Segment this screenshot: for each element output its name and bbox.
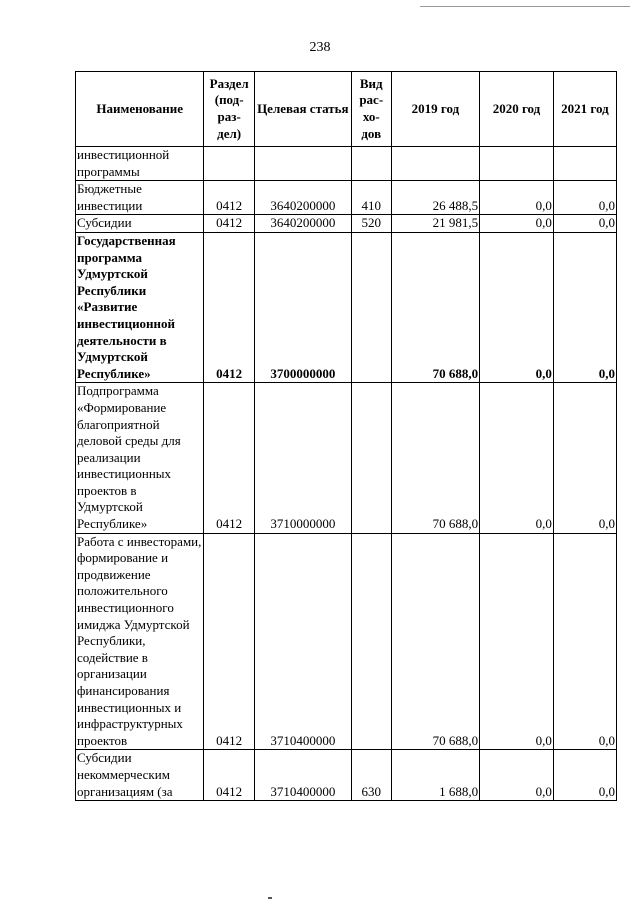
- row-2019: 1 688,0: [391, 750, 479, 801]
- scan-speck: [268, 897, 272, 899]
- table-row: [76, 533, 617, 750]
- row-type: [351, 533, 391, 750]
- row-2021: 0,0: [553, 181, 616, 215]
- row-section: 0412: [204, 232, 255, 382]
- table-body: [76, 147, 617, 801]
- row-2019: [391, 147, 479, 181]
- header-2021: 2021 год: [553, 72, 616, 147]
- header-section: Раздел (под- раз- дел): [204, 72, 255, 147]
- row-2019: 70 688,0: [391, 383, 479, 533]
- row-target: 3700000000: [254, 232, 351, 382]
- row-name: Бюджетные инвестиции: [76, 181, 204, 215]
- row-section: 0412: [204, 750, 255, 801]
- row-2019: 70 688,0: [391, 533, 479, 750]
- header-name: Наименование: [76, 72, 204, 147]
- row-type: [351, 383, 391, 533]
- row-target: 3640200000: [254, 215, 351, 233]
- header-target: Целевая статья: [254, 72, 351, 147]
- row-section: 0412: [204, 215, 255, 233]
- row-2020: 0,0: [480, 215, 554, 233]
- row-2019: 21 981,5: [391, 215, 479, 233]
- row-target: 3640200000: [254, 181, 351, 215]
- header-row: [76, 72, 617, 147]
- table-row: [76, 215, 617, 233]
- header-2020: 2020 год: [480, 72, 554, 147]
- row-2021: 0,0: [553, 750, 616, 801]
- row-2019: 70 688,0: [391, 232, 479, 382]
- row-2021: 0,0: [553, 215, 616, 233]
- table-row: [76, 181, 617, 215]
- row-section: 0412: [204, 533, 255, 750]
- row-2021: [553, 147, 616, 181]
- row-2020: [480, 147, 554, 181]
- row-name: Работа с инвесторами, формирование и продвижение положительного инвестиционного имиджа Удмуртской Республики, содействие в организации финансирования инвестиционных и инфраструктурных проектов: [76, 533, 204, 750]
- table-row: [76, 750, 617, 801]
- row-type: 630: [351, 750, 391, 801]
- table-row: [76, 383, 617, 533]
- row-2020: 0,0: [480, 750, 554, 801]
- row-name: Субсидии некоммерческим организациям (за: [76, 750, 204, 801]
- row-type: [351, 147, 391, 181]
- row-2021: 0,0: [553, 232, 616, 382]
- budget-table: [75, 71, 617, 801]
- row-name: Государственная программа Удмуртской Республики «Развитие инвестиционной деятельности в Удмуртской Республике»: [76, 232, 204, 382]
- table-row-program: [76, 232, 617, 382]
- row-2020: 0,0: [480, 181, 554, 215]
- row-target: 3710400000: [254, 750, 351, 801]
- row-2021: 0,0: [553, 533, 616, 750]
- row-type: 520: [351, 215, 391, 233]
- row-section: [204, 147, 255, 181]
- row-2019: 26 488,5: [391, 181, 479, 215]
- page-number: 238: [309, 40, 331, 55]
- row-2020: 0,0: [480, 232, 554, 382]
- row-target: 3710400000: [254, 533, 351, 750]
- row-section: 0412: [204, 181, 255, 215]
- row-2021: 0,0: [553, 383, 616, 533]
- header-type: Вид рас- хо- дов: [351, 72, 391, 147]
- row-type: [351, 232, 391, 382]
- table-header: [76, 72, 617, 147]
- row-2020: 0,0: [480, 533, 554, 750]
- row-name: Субсидии: [76, 215, 204, 233]
- top-edge-line: [420, 6, 630, 7]
- header-2019: 2019 год: [391, 72, 479, 147]
- row-name: инвестиционной программы: [76, 147, 204, 181]
- row-type: 410: [351, 181, 391, 215]
- row-target: [254, 147, 351, 181]
- row-name: Подпрограмма «Формирование благоприятной деловой среды для реализации инвестиционных проектов в Удмуртской Республике»: [76, 383, 204, 533]
- row-target: 3710000000: [254, 383, 351, 533]
- table-row: [76, 147, 617, 181]
- row-2020: 0,0: [480, 383, 554, 533]
- row-section: 0412: [204, 383, 255, 533]
